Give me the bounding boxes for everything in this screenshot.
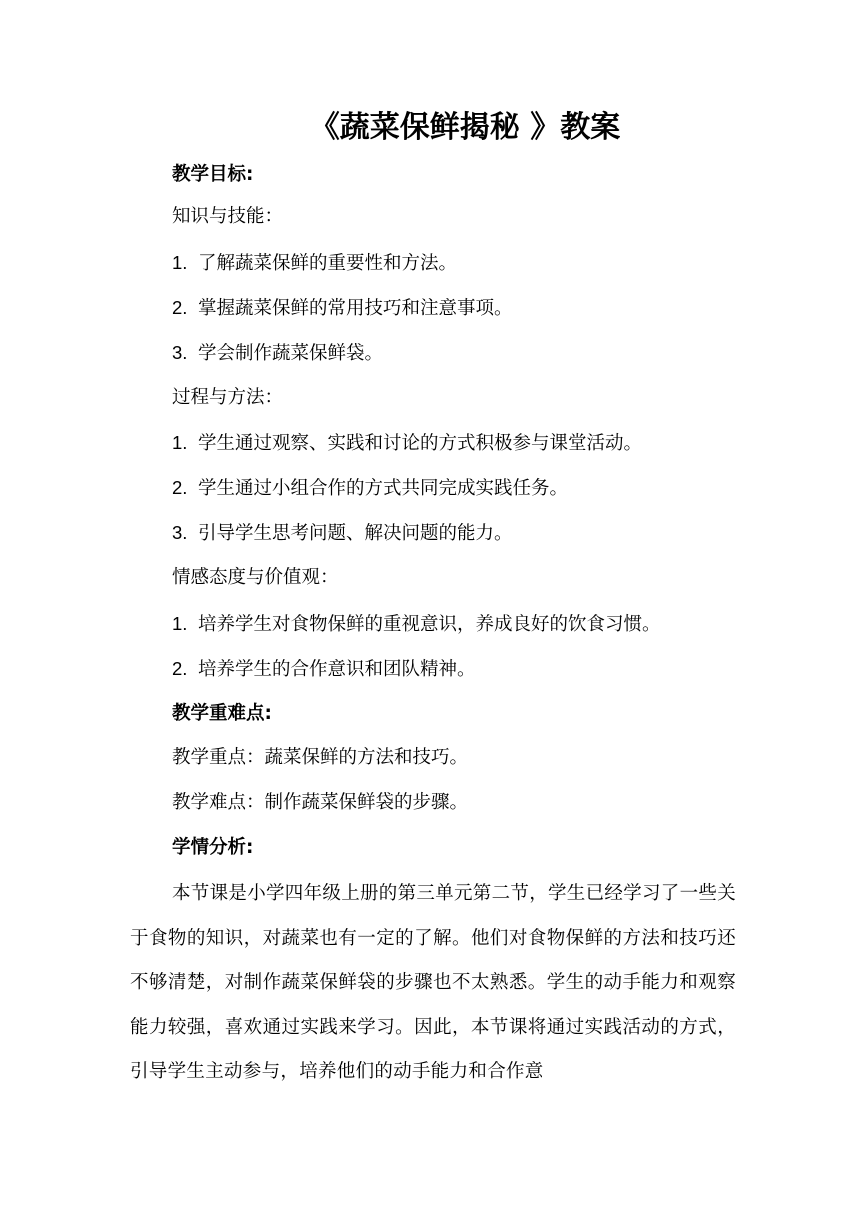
- list-number: 2.: [172, 477, 188, 498]
- list-item: [172, 338, 383, 369]
- list-text: 掌握蔬菜保鲜的常用技巧和注意事项。: [198, 298, 513, 319]
- list-text: 学生通过小组合作的方式共同完成实践任务。: [198, 478, 569, 499]
- list-text: 引导学生思考问题、解决问题的能力。: [198, 523, 513, 544]
- list-number: 1.: [172, 252, 188, 273]
- list-number: 3.: [172, 342, 188, 363]
- analysis-paragraph: 本节课是小学四年级上册的第三单元第二节，学生已经学习了一些关于食物的知识，对蔬菜也有一定的了解。他们对食物保鲜的方法和技巧还不够清楚，对制作蔬菜保鲜袋的步骤也不太熟悉。学生的动手能力和观察能力较强，喜欢通过实践来学习。因此，本节课将通过实践活动的方式，引导学生主动参与，培养他们的动手能力和合作意: [130, 883, 737, 1082]
- objectives-heading: 教学目标:: [172, 164, 254, 185]
- analysis-heading: 学情分析:: [172, 837, 254, 858]
- key-points-heading: 教学重难点:: [172, 703, 272, 724]
- list-number: 1.: [172, 432, 188, 453]
- knowledge-skills-label: 知识与技能：: [172, 206, 284, 227]
- list-item: [172, 293, 513, 324]
- list-item: [172, 609, 661, 640]
- list-text: 培养学生对食物保鲜的重视意识，养成良好的饮食习惯。: [198, 614, 661, 635]
- list-text: 学会制作蔬菜保鲜袋。: [198, 343, 384, 364]
- list-number: 2.: [172, 658, 188, 679]
- list-number: 3.: [172, 522, 188, 543]
- list-text: 培养学生的合作意识和团队精神。: [198, 659, 476, 680]
- teaching-focus: 教学重点：蔬菜保鲜的方法和技巧。: [172, 747, 469, 768]
- document-title: 《蔬菜保鲜揭秘 》教案: [309, 110, 621, 145]
- list-item: [172, 473, 568, 504]
- emotion-values-label: 情感态度与价值观：: [172, 567, 339, 588]
- list-item: [172, 518, 513, 549]
- list-text: 了解蔬菜保鲜的重要性和方法。: [198, 253, 458, 274]
- list-text: 学生通过观察、实践和讨论的方式积极参与课堂活动。: [198, 433, 643, 454]
- list-item: [172, 248, 457, 279]
- process-methods-label: 过程与方法：: [172, 387, 284, 408]
- list-number: 1.: [172, 613, 188, 634]
- list-item: [172, 654, 476, 685]
- list-number: 2.: [172, 297, 188, 318]
- list-item: [172, 428, 642, 459]
- teaching-difficulty: 教学难点：制作蔬菜保鲜袋的步骤。: [172, 792, 469, 813]
